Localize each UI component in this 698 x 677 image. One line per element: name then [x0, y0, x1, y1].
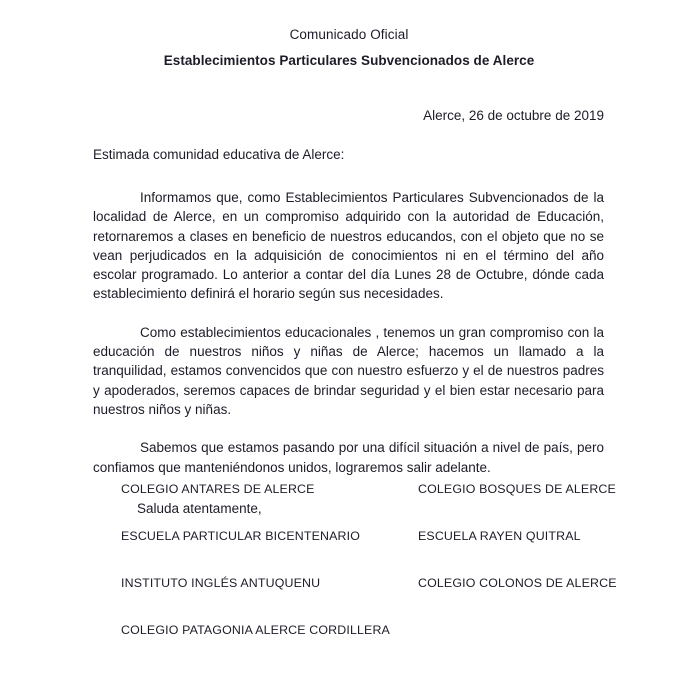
- signatory-name: ESCUELA PARTICULAR BICENTENARIO: [121, 529, 360, 543]
- signatory-row: [121, 575, 617, 622]
- signatories-list: [121, 481, 617, 669]
- signatory-name: COLEGIO BOSQUES DE ALERCE: [418, 482, 616, 496]
- salutation: Estimada comunidad educativa de Alerce:: [93, 147, 345, 162]
- closing-line: Saluda atentamente,: [137, 500, 262, 516]
- body-paragraph-3: Sabemos que estamos pasando por una difícil situación a nivel de país, pero confiamos que manteniéndonos unidos, lograremos salir adelante.: [93, 440, 604, 475]
- body-paragraph-2: Como establecimientos educacionales , tenemos un gran compromiso con la educación de nuestros niños y niñas de Alerce; hacemos un llamado a la tranquilidad, estamos convencidos que con nuestro esfuerzo y el de nuestros padres y apoderados, seremos capaces de brindar seguridad y el bien estar necesario para nuestros niños y niñas.: [93, 324, 604, 417]
- letter-body: [93, 145, 604, 518]
- signatory-name: COLEGIO COLONOS DE ALERCE: [418, 576, 617, 590]
- document-subtitle: Establecimientos Particulares Subvencionados de Alerce: [163, 53, 535, 68]
- dateline: Alerce, 26 de octubre de 2019: [423, 108, 604, 123]
- signatory-name: COLEGIO PATAGONIA ALERCE CORDILLERA: [121, 623, 390, 637]
- body-paragraph-1: Informamos que, como Establecimientos Particulares Subvencionados de la localidad de Alerce, en un compromiso adquirido con la autoridad de Educación, retornaremos a clases en beneficio de nuestros educandos, con el objeto que no se vean perjudicados en la adquisición de conocimientos ni en el término del año escolar programado. Lo anterior a contar del día Lunes 28 de Octubre, dónde cada establecimiento definirá el horario según sus necesidades.: [93, 190, 604, 302]
- signatory-name: ESCUELA RAYEN QUITRAL: [418, 529, 581, 543]
- signatory-row: [121, 481, 616, 528]
- signatory-name: COLEGIO ANTARES DE ALERCE: [121, 482, 315, 496]
- signatory-row: [121, 622, 601, 669]
- signatory-row: [121, 528, 601, 575]
- document-title: Comunicado Oficial: [289, 27, 409, 42]
- signatory-name: INSTITUTO INGLÉS ANTUQUENU: [121, 576, 321, 590]
